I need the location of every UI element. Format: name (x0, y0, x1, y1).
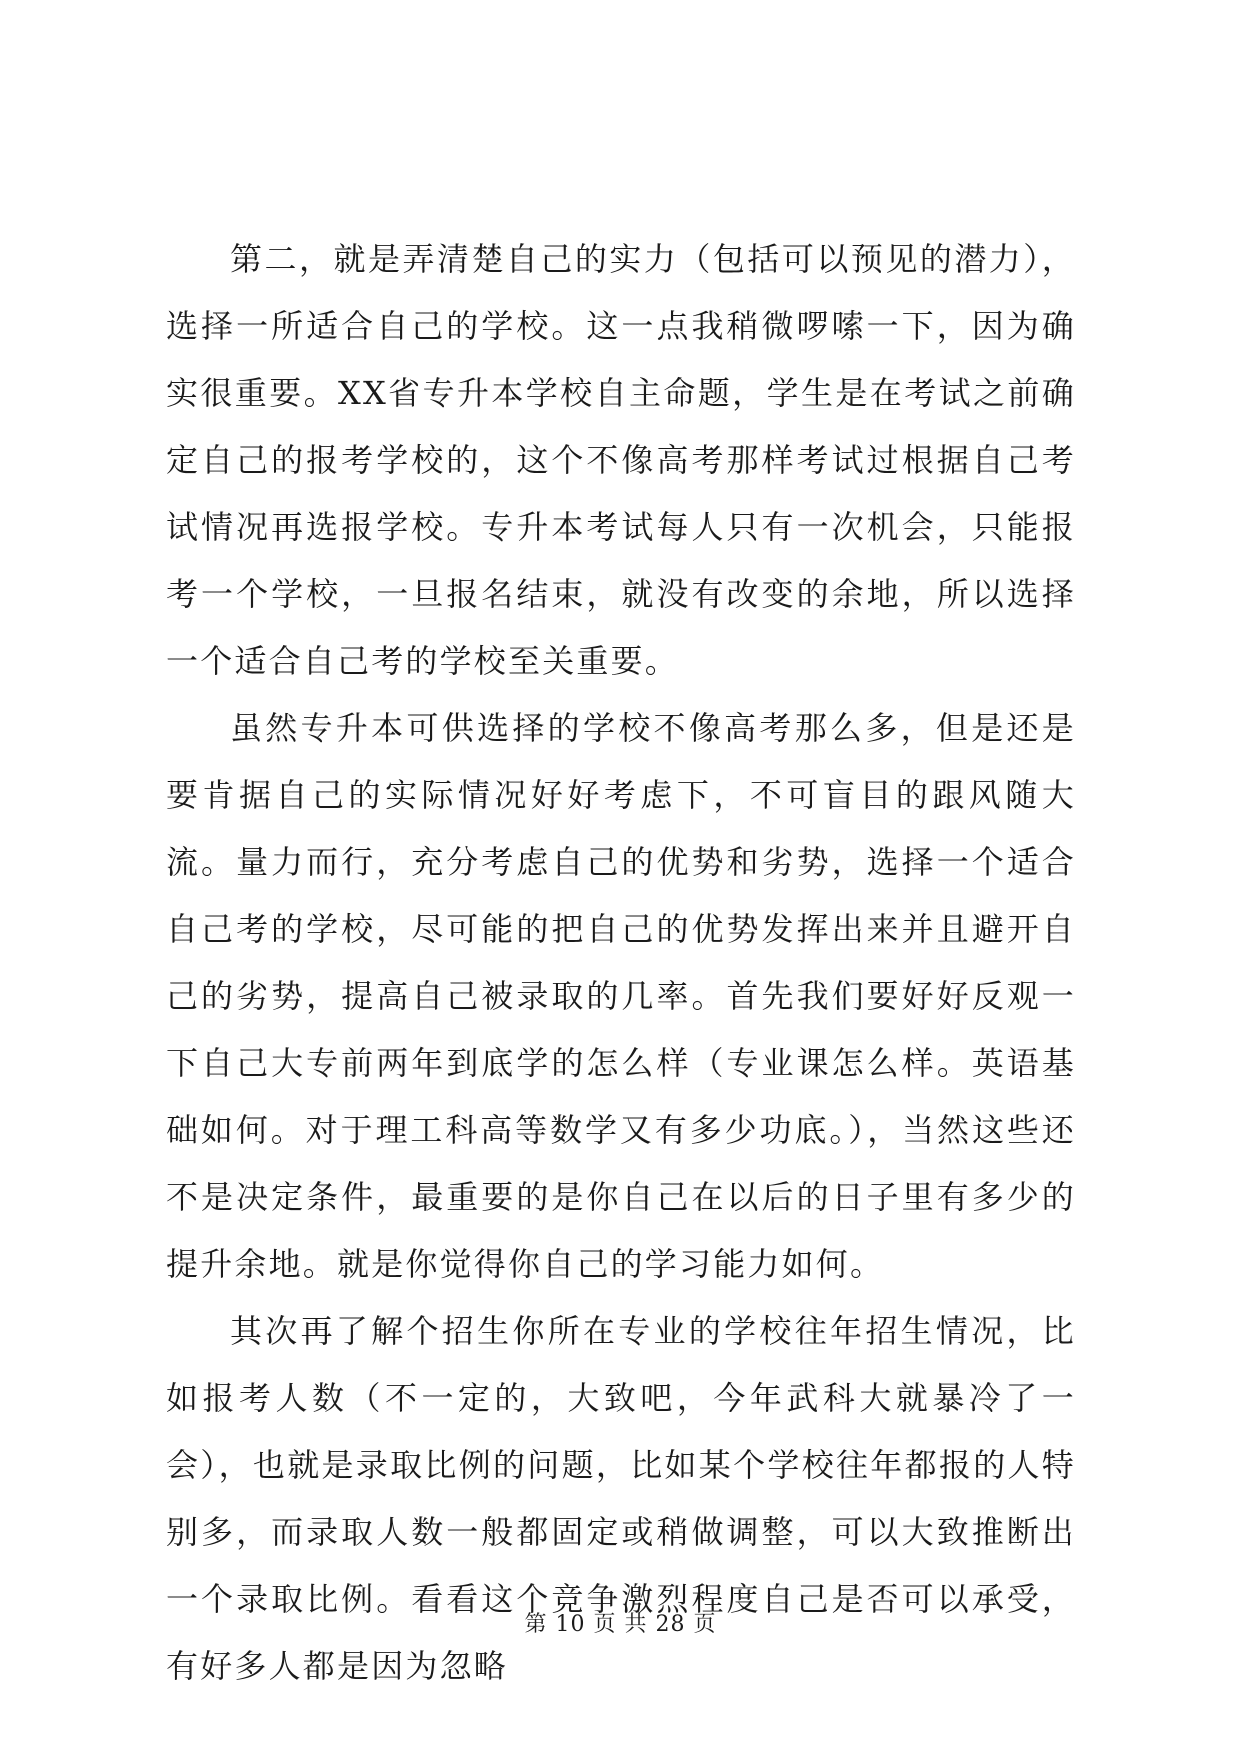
page-number-footer: 第 10 页 共 28 页 (524, 1612, 717, 1637)
paragraph: 虽然专升本可供选择的学校不像高考那么多，但是还是要肯据自己的实际情况好好考虑下，不可盲目的跟风随大流。量力而行，充分考虑自己的优势和劣势，选择一个适合自己考的学校，尽可能的把自己的优势发挥出来并且避开自己的劣势，提高自己被录取的几率。首先我们要好好反观一下自己大专前两年到底学的怎么样（专业课怎么样。英语基础如何。对于理工科高等数学又有多少功底。），当然这些还不是决定条件，最重要的是你自己在以后的日子里有多少的提升余地。就是你觉得你自己的学习能力如何。 (166, 709, 1076, 1283)
paragraph: 第二，就是弄清楚自己的实力（包括可以预见的潜力），选择一所适合自己的学校。这一点我稍微啰嗦一下，因为确实很重要。XX省专升本学校自主命题，学生是在考试之前确定自己的报考学校的，这个不像高考那样考试过根据自己考试情况再选报学校。专升本考试每人只有一次机会，只能报考一个学校，一旦报名结束，就没有改变的余地，所以选择一个适合自己考的学校至关重要。 (166, 240, 1076, 680)
paragraph: 其次再了解个招生你所在专业的学校往年招生情况，比如报考人数（不一定的，大致吧，今年武科大就暴冷了一会），也就是录取比例的问题，比如某个学校往年都报的人特别多，而录取人数一般都固定或稍做调整，可以大致推断出一个录取比例。看看这个竞争激烈程度自己是否可以承受，有好多人都是因为忽略 (166, 1312, 1076, 1685)
document-body (166, 226, 1076, 1700)
